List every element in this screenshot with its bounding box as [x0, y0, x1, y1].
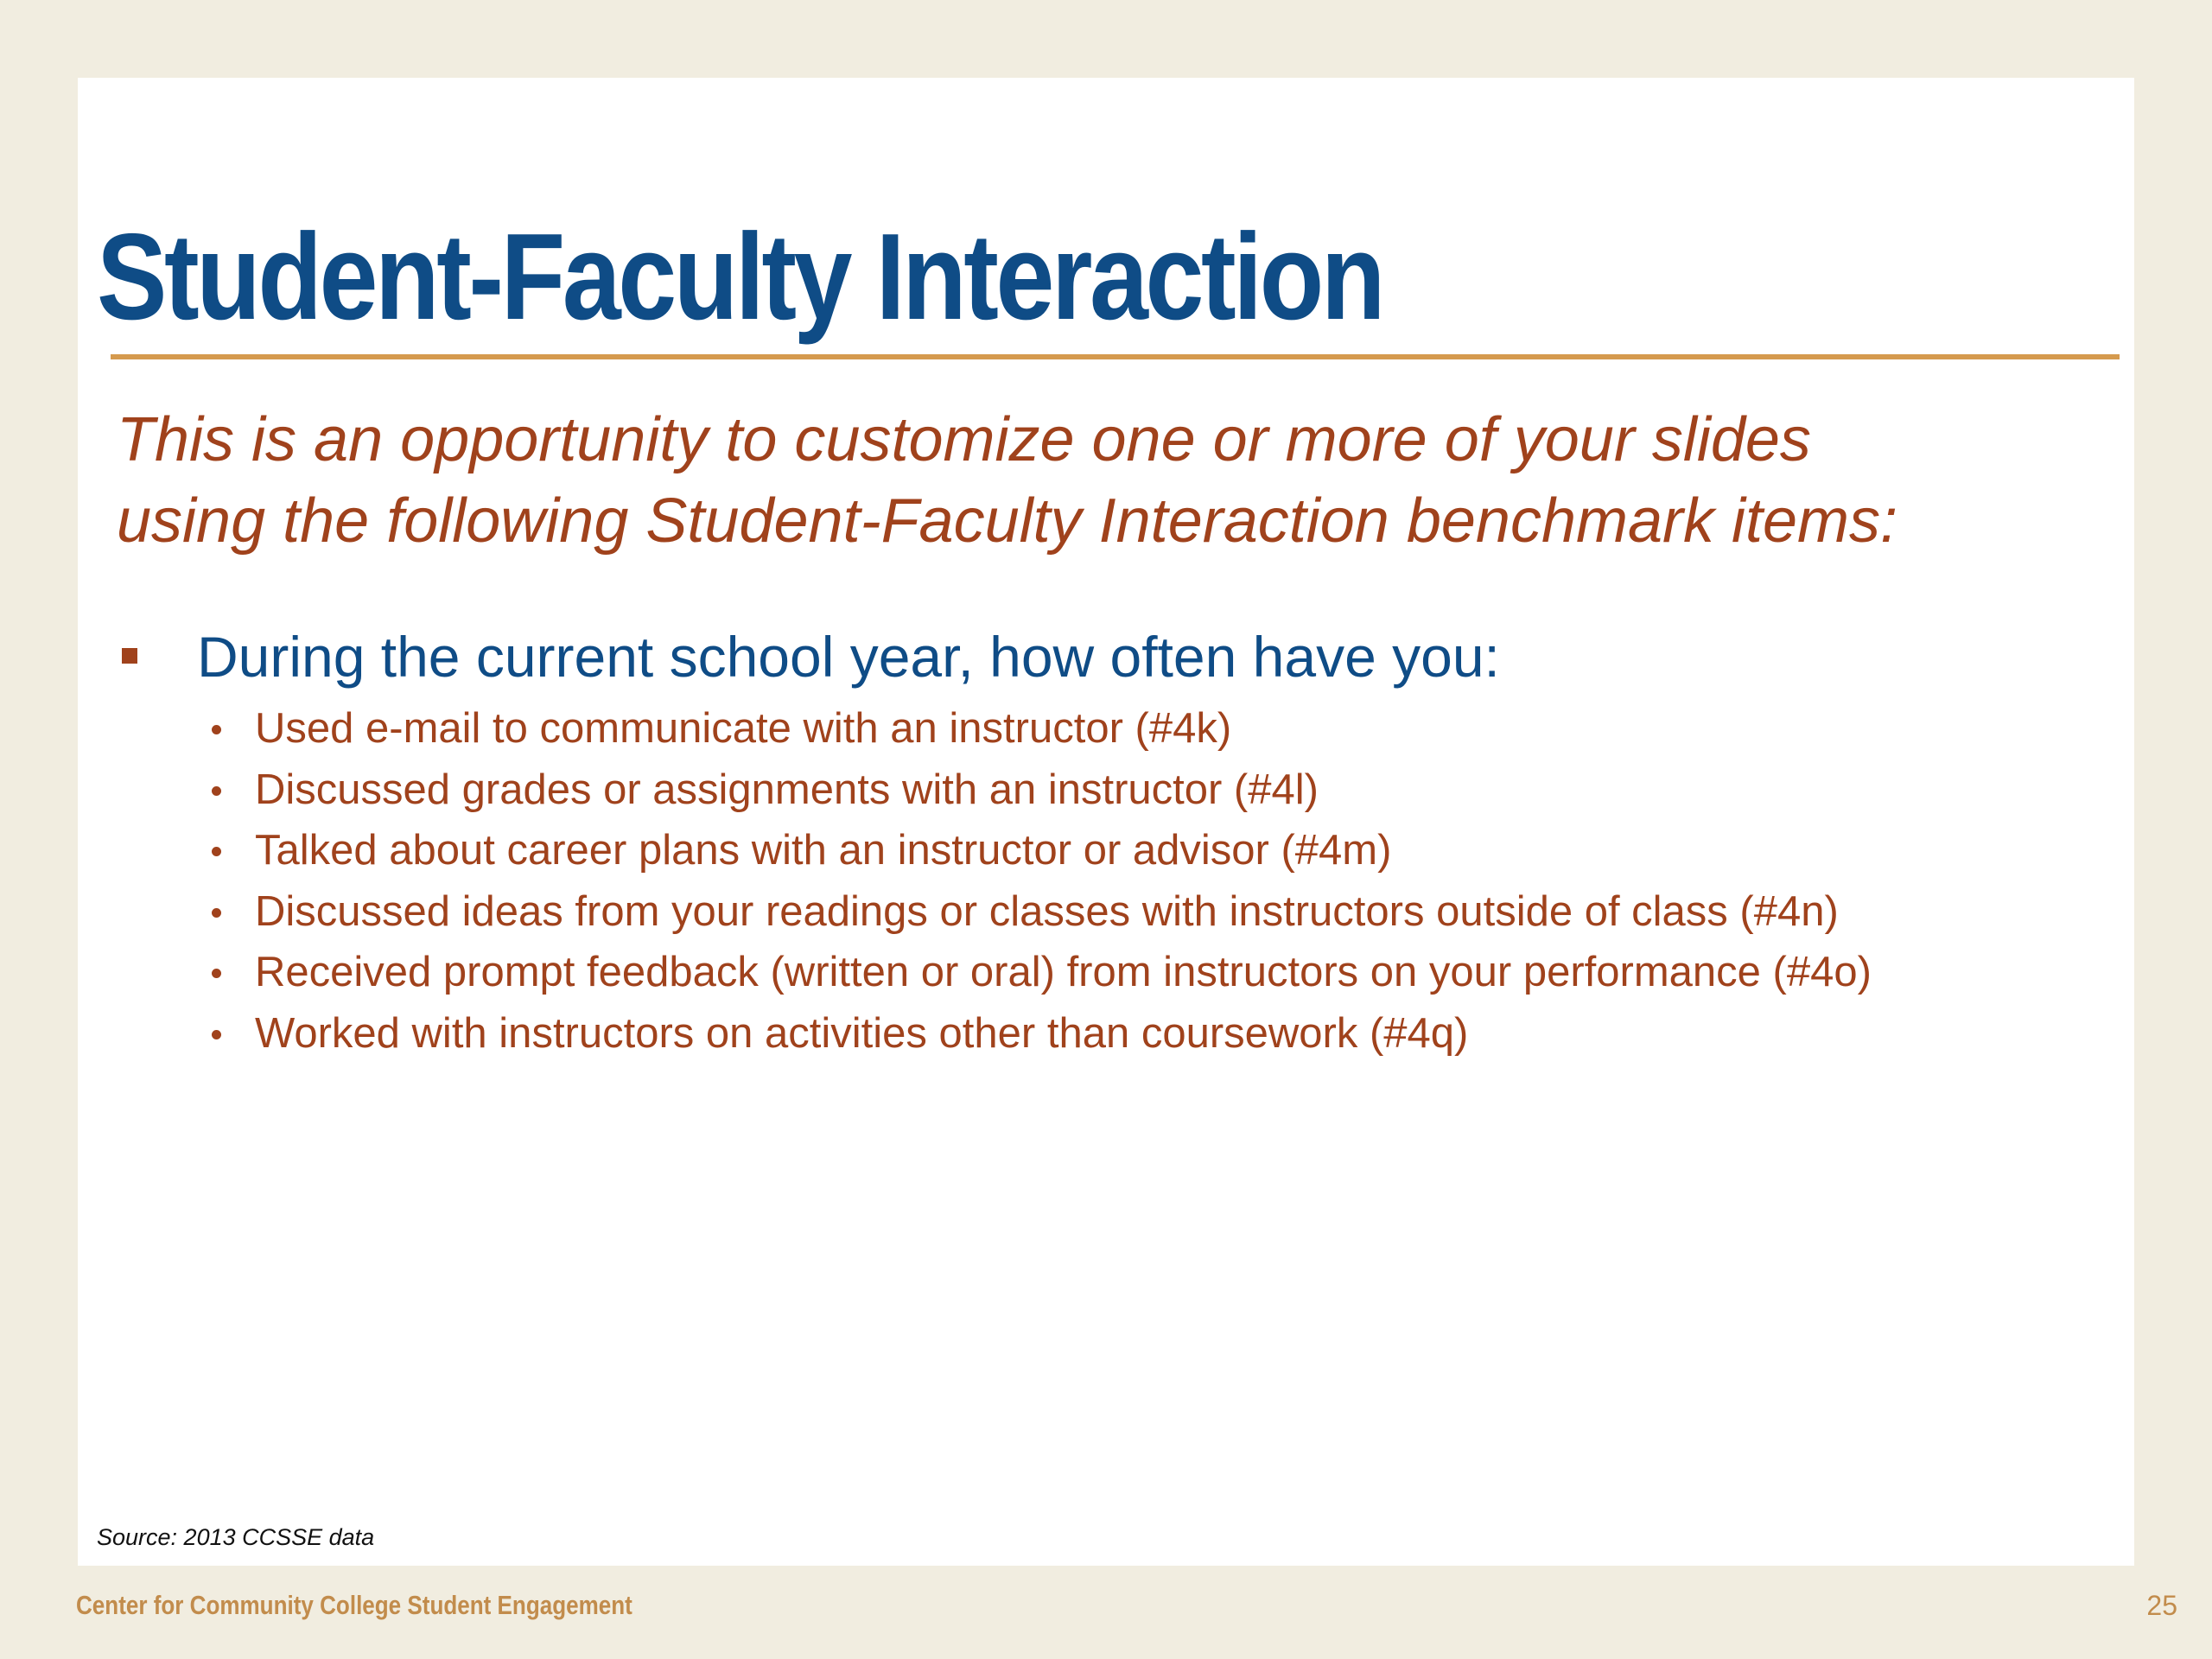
benchmark-item	[207, 1003, 2108, 1065]
benchmark-item-text: Discussed ideas from your readings or classes with instructors outside of class (#4n)	[255, 887, 1839, 935]
benchmark-item	[207, 698, 2108, 760]
bullet-dot-icon	[212, 1030, 221, 1039]
main-bullet-text: During the current school year, how often have you:	[197, 625, 1500, 689]
bullet-dot-icon	[212, 847, 221, 856]
benchmark-item	[207, 820, 2108, 881]
benchmark-item	[207, 760, 2108, 821]
benchmark-item-text: Worked with instructors on activities other than coursework (#4q)	[255, 1009, 1469, 1057]
intro-line: using the following Student-Faculty Interaction benchmark items:	[117, 486, 1898, 556]
bullet-dot-icon	[212, 786, 221, 796]
title-divider	[111, 354, 2120, 359]
benchmark-item-text: Discussed grades or assignments with an instructor (#4l)	[255, 766, 1319, 813]
benchmark-item-text: Received prompt feedback (written or oral) from instructors on your performance (#4o)	[255, 949, 1872, 996]
slide-title: Student-Faculty Interaction	[97, 208, 1383, 346]
benchmark-item-text: Talked about career plans with an instructor or advisor (#4m)	[255, 827, 1392, 874]
page-number: 25	[2146, 1590, 2177, 1621]
benchmark-item-list	[207, 698, 2108, 1065]
intro-text	[117, 399, 2104, 562]
benchmark-item-text: Used e-mail to communicate with an instructor (#4k)	[255, 705, 1232, 752]
bullet-dot-icon	[212, 908, 221, 918]
bullet-dot-icon	[212, 969, 221, 978]
footer-organization: Center for Community College Student Engagement	[76, 1590, 632, 1620]
main-bullet	[119, 622, 2107, 691]
intro-line: This is an opportunity to customize one or more of your slides	[117, 405, 1811, 474]
benchmark-item	[207, 942, 2108, 1003]
benchmark-item	[207, 881, 2108, 943]
bullet-dot-icon	[212, 725, 221, 734]
source-note: Source: 2013 CCSSE data	[97, 1524, 375, 1550]
square-bullet-icon	[122, 648, 137, 664]
